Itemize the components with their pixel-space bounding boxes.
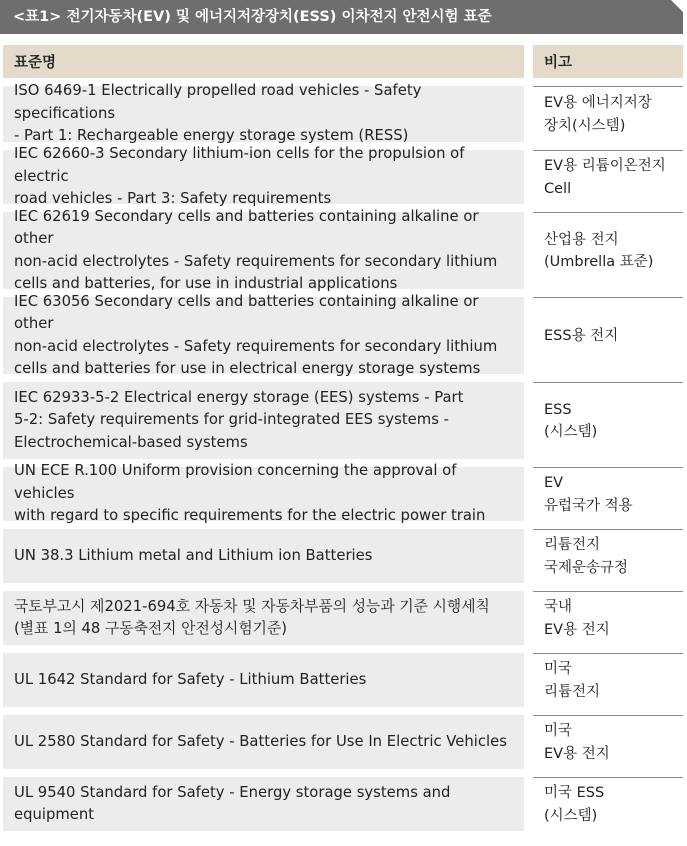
note-text: 미국 EV용 전지 [544,723,610,762]
standard-text: UL 1642 Standard for Safety - Lithium Batteries [14,670,367,688]
standard-text: IEC 63056 Secondary cells and batteries containing alkaline or other non-acid electrolytes - Safety requirements for secondary lithium cells and batteries for use in electrical energy storage systems [14,292,498,377]
note-text: ESS (시스템) [544,401,598,440]
note-cell [533,150,683,204]
table-row [3,462,683,525]
table-row [3,292,683,377]
note-text: EV 유럽국가 적용 [544,475,633,514]
standard-cell [3,145,524,208]
note-text: 리튬전지 국제운송규정 [544,537,629,576]
header-standard [3,45,524,78]
table-caption: <표1> 전기자동차(EV) 및 에너지저장장치(ESS) 이차전지 안전시험 표준 [0,0,683,34]
note-text: EV용 리튬이온전지 Cell [544,158,666,197]
note-cell [533,529,683,583]
standards-table [3,45,683,831]
note-cell [533,212,683,289]
note-cell [533,653,683,707]
table-row [3,207,683,292]
standard-cell [3,653,524,707]
table-row [3,591,683,645]
standard-text: 국토부고시 제2021-694호 자동차 및 자동차부품의 성능과 기준 시행세칙 (별표 1의 48 구동축전지 안전성시험기준) [14,597,490,637]
table-row [3,529,683,583]
table-header-row [3,45,683,78]
standard-cell [3,462,524,525]
note-text: 미국 리튬전지 [544,661,601,700]
standard-text: UN 38.3 Lithium metal and Lithium ion Batteries [14,546,373,564]
note-cell [533,715,683,769]
note-text: ESS용 전지 [544,327,619,344]
standard-cell [3,715,524,769]
standard-text: IEC 62619 Secondary cells and batteries containing alkaline or other non-acid electrolytes - Safety requirements for secondary lithium cells and batteries, for use in industrial applications [14,207,498,292]
note-cell [533,382,683,459]
standard-cell [3,292,524,377]
standard-cell [3,777,524,831]
header-note-label: 비고 [544,55,573,71]
note-cell [533,297,683,374]
table-row [3,382,683,459]
standard-cell [3,529,524,583]
note-text: 산업용 전지 (Umbrella 표준) [544,231,654,270]
standard-cell [3,207,524,292]
note-text: EV용 에너지저장 장치(시스템) [544,95,652,134]
note-cell [533,86,683,142]
table-row [3,145,683,208]
note-text: 미국 ESS (시스템) [544,785,605,824]
note-cell [533,467,683,521]
standard-cell [3,82,524,145]
standard-cell [3,382,524,459]
standard-text: UL 9540 Standard for Safety - Energy storage systems and equipment [14,783,451,823]
note-cell [533,777,683,831]
note-text: 국내 EV용 전지 [544,599,610,638]
standard-text: UN ECE R.100 Uniform provision concerning the approval of vehicles with regard to specific requirements for the electric power train [14,462,486,525]
table-row [3,715,683,769]
standard-text: ISO 6469-1 Electrically propelled road vehicles - Safety specifications - Part 1: Rechargeable energy storage system (RESS) [14,82,422,145]
table-row [3,653,683,707]
note-cell [533,591,683,645]
header-standard-label: 표준명 [14,55,57,71]
standard-text: UL 2580 Standard for Safety - Batteries for Use In Electric Vehicles [14,732,507,750]
standard-cell [3,591,524,645]
standard-text: IEC 62660-3 Secondary lithium-ion cells for the propulsion of electric road vehicles - Part 3: Safety requirements [14,145,465,208]
table-row [3,82,683,145]
table-row [3,777,683,831]
header-note [533,45,683,78]
standard-text: IEC 62933-5-2 Electrical energy storage (EES) systems - Part 5-2: Safety requirements for grid-integrated EES systems - Electrochemical-based systems [14,388,464,451]
